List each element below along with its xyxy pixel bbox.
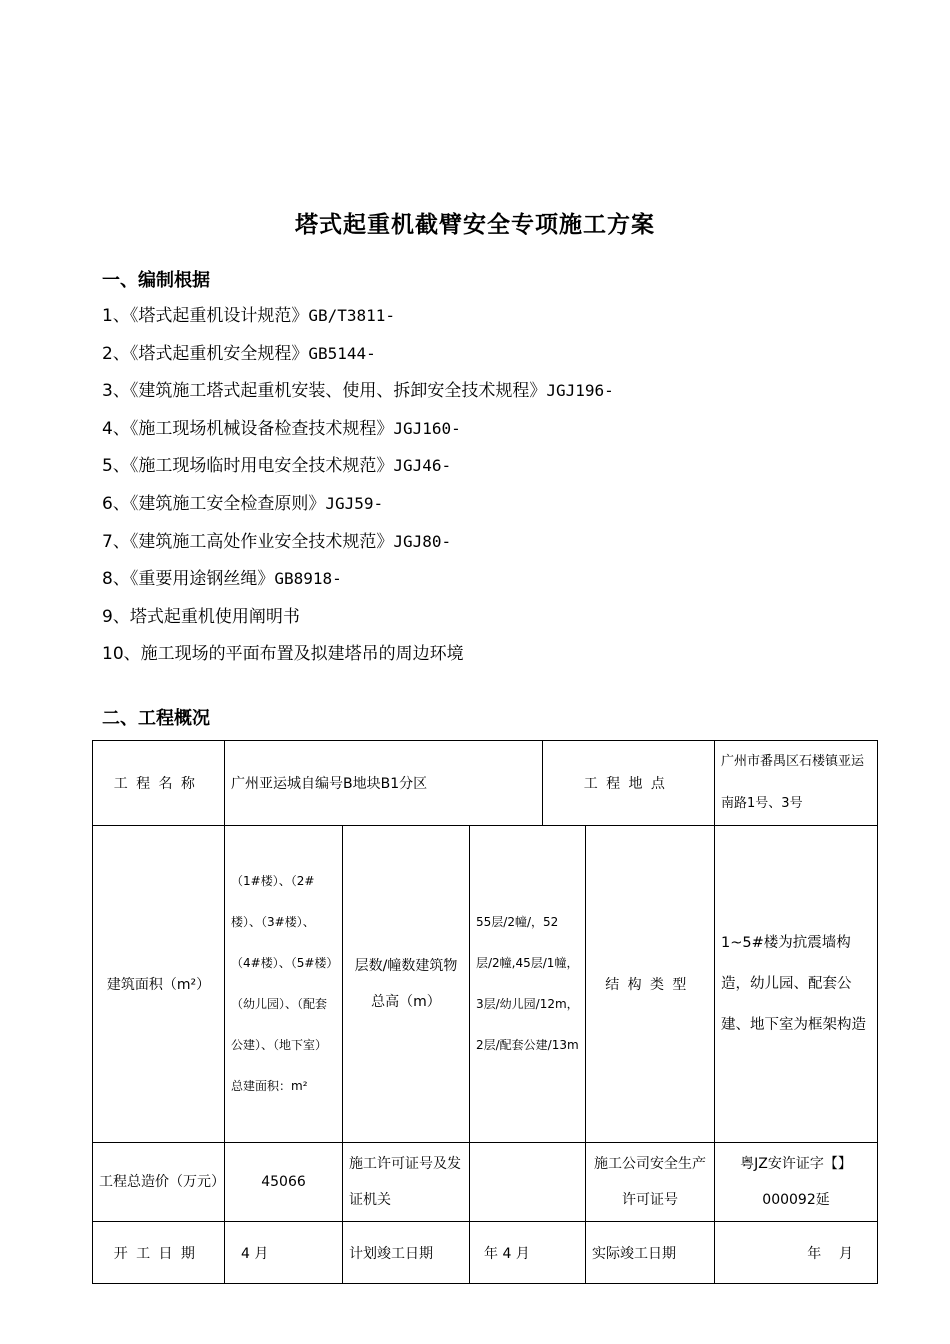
safety-license-label: 施工公司安全生产许可证号 (586, 1143, 715, 1222)
reference-item: 8、《重要用途钢丝绳》GB8918- (102, 569, 342, 590)
actual-end-label: 实际竣工日期 (586, 1222, 715, 1284)
section-heading-basis: 一、编制根据 (102, 270, 210, 291)
area-value: （1#楼）、（2#楼）、（3#楼）、（4#楼）、（5#楼）（幼儿园）、（配套公建）、（地下室）总建面积：m² (225, 826, 343, 1143)
reference-item: 1、《塔式起重机设计规范》GB/T3811- (102, 306, 396, 326)
floors-label: 层数/幢数建筑物总高（m） (343, 826, 470, 1143)
actual-end-value: 年 月 (715, 1222, 878, 1284)
reference-item: 2、《塔式起重机安全规程》GB5144- (102, 343, 376, 364)
floors-value: 55层/2幢/，52层/2幢,45层/1幢，3层/幼儿园/12m，2层/配套公建/13m (470, 826, 586, 1143)
reference-item: 6、《建筑施工安全检查原则》JGJ59- (102, 493, 384, 514)
reference-item: 4、《施工现场机械设备检查技术规程》JGJ160- (102, 418, 461, 439)
document-title: 塔式起重机截臂安全专项施工方案 (295, 212, 655, 238)
cost-label: 工程总造价（万元） (93, 1143, 225, 1222)
location-label: 工程地点 (543, 741, 715, 826)
structure-label: 结构类型 (586, 826, 715, 1143)
reference-list (102, 304, 614, 680)
reference-item: 10、施工现场的平面布置及拟建塔吊的周边环境 (102, 644, 464, 665)
reference-item: 5、《施工现场临时用电安全技术规范》JGJ46- (102, 456, 452, 477)
project-name-value: 广州亚运城自编号B地块B1分区 (225, 741, 543, 826)
structure-value: 1~5#楼为抗震墙构造，幼儿园、配套公建、地下室为框架构造 (715, 826, 878, 1143)
permit-value (470, 1143, 586, 1222)
reference-item: 3、《建筑施工塔式起重机安装、使用、拆卸安全技术规程》JGJ196- (102, 381, 614, 402)
permit-label: 施工许可证号及发证机关 (343, 1143, 470, 1222)
start-date-value: 4 月 (225, 1222, 343, 1284)
project-overview-table (92, 740, 878, 1284)
area-label: 建筑面积（m²） (93, 826, 225, 1143)
reference-item: 9、塔式起重机使用阐明书 (102, 606, 300, 627)
project-name-label: 工程名称 (93, 741, 225, 826)
location-value: 广州市番禺区石楼镇亚运南路1号、3号 (715, 741, 878, 826)
reference-item: 7、《建筑施工高处作业安全技术规范》JGJ80- (102, 531, 452, 552)
cost-value: 45066 (225, 1143, 343, 1222)
safety-license-value: 粤JZ安许证字【】000092延 (715, 1143, 878, 1222)
planned-end-label: 计划竣工日期 (343, 1222, 470, 1284)
section-heading-overview: 二、工程概况 (102, 708, 210, 729)
start-date-label: 开工日期 (93, 1222, 225, 1284)
planned-end-value: 年 4 月 (470, 1222, 586, 1284)
